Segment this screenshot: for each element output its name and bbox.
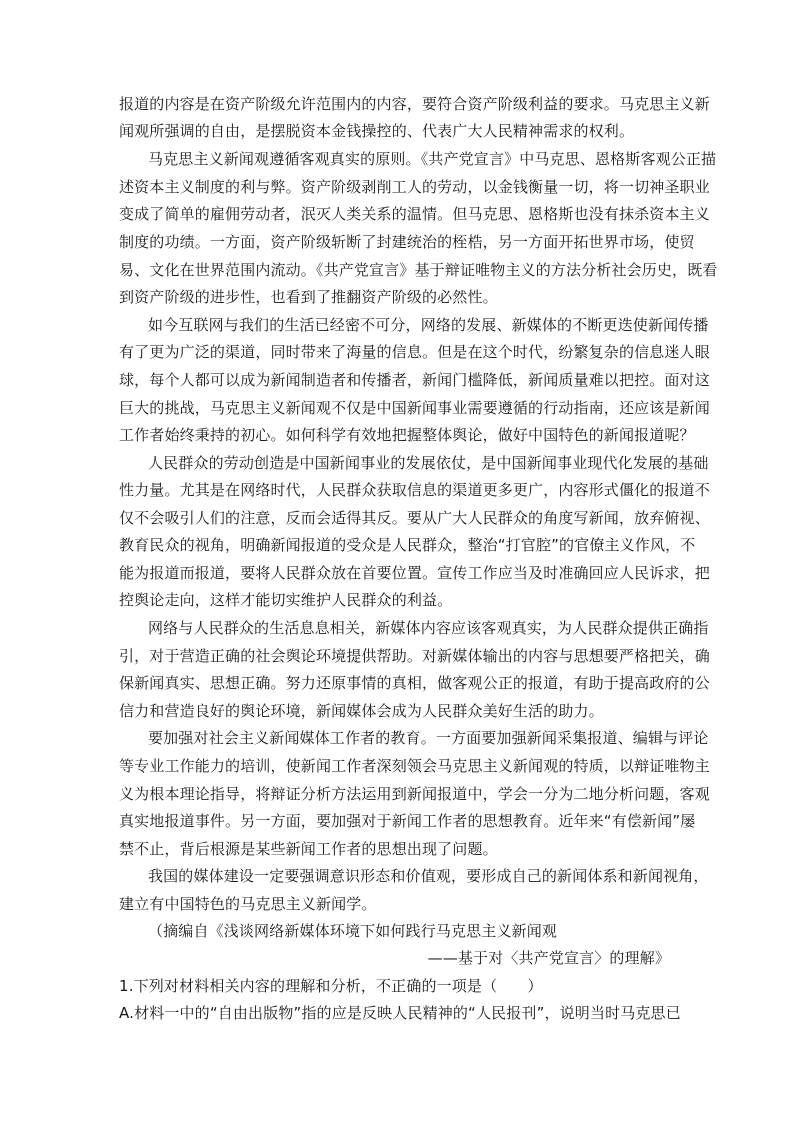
text-line: 述资本主义制度的利与弊。资产阶级剥削工人的劳动，以金钱衡量一切，将一切神圣职业 [119,178,710,196]
text-line: 禁不止，背后根源是某些新闻工作者的思想出现了问题。 [119,840,498,858]
paragraph-start: 网络与人民群众的生活息息相关，新媒体内容应该客观真实，为人民群众提供正确指 [148,619,709,637]
paragraph-start: 如今互联网与我们的生活已经密不可分，网络的发展、新媒体的不断更迭使新闻传播 [148,316,709,334]
text-line: 有了更为广泛的渠道，同时带来了海量的信息。但是在这个时代，纷繁复杂的信息迷人眼 [119,343,710,361]
text-line: 等专业工作能力的培训，使新闻工作者深刻领会马克思主义新闻观的特质，以辩证唯物主 [119,757,710,775]
text-line: 仅不会吸引人们的注意，反而会适得其反。要从广大人民群众的角度写新闻，放弃俯视、 [119,509,710,527]
text-line: 制度的功绩。一方面，资产阶级斩断了封建统治的桎梏，另一方面开拓世界市场，使贸 [119,233,695,251]
question-stem: 1.下列对材料相关内容的理解和分析，不正确的一项是（ ） [119,977,543,995]
text-line: 建立有中国特色的马克思主义新闻学。 [119,895,377,913]
answer-option-a: A.材料一中的“自由出版物”指的应是反映人民精神的“人民报刊”，说明当时马克思已 [119,1004,681,1022]
text-line: 性力量。尤其是在网络时代，人民群众获取信息的渠道更多更广，内容形式僵化的报道不 [119,481,710,499]
source-subtitle: ——基于对〈共产党宣言〉的理解》 [427,949,670,967]
text-line: 易、文化在世界范围内流动。《共产党宣言》基于辩证唯物主义的方法分析社会历史，既看 [119,261,718,279]
text-line: 变成了简单的雇佣劳动者，泯灭人类关系的温情。但马克思、恩格斯也没有抹杀资本主义 [119,205,710,223]
text-line: 保新闻真实、思想正确。努力还原事情的真相，做客观公正的报道，有助于提高政府的公 [119,674,710,692]
text-line: 控舆论走向，这样才能切实维护人民群众的利益。 [119,591,453,609]
text-line: 闻观所强调的自由，是摆脱资本金钱操控的、代表广大人民精神需求的权利。 [119,122,635,140]
text-line: 工作者始终秉持的初心。如何科学有效地把握整体舆论，做好中国特色的新闻报道呢？ [119,426,695,444]
text-line: 引，对于营造正确的社会舆论环境提供帮助。对新媒体输出的内容与思想要严格把关，确 [119,647,710,665]
text-line: 信力和营造良好的舆论环境，新闻媒体会成为人民群众美好生活的助力。 [119,702,604,720]
text-line: 能为报道而报道，要将人民群众放在首要位置。宣传工作应当及时准确回应人民诉求，把 [119,564,710,582]
paragraph-start: 我国的媒体建设一定要强调意识形态和价值观，要形成自己的新闻体系和新闻视角， [148,867,709,885]
text-line: 义为根本理论指导，将辩证分析方法运用到新闻报道中，学会一分为二地分析问题，客观 [119,785,710,803]
paragraph-start: 要加强对社会主义新闻媒体工作者的教育。一方面要加强新闻采集报道、编辑与评论 [148,729,709,747]
text-line: 教育民众的视角，明确新闻报道的受众是人民群众，整治“打官腔”的官僚主义作风，不 [119,536,696,554]
paragraph-start: 马克思主义新闻观遵循客观真实的原则。《共产党宣言》中马克思、恩格斯客观公正描 [148,150,717,168]
paragraph-start: 人民群众的劳动创造是中国新闻事业的发展依仗，是中国新闻事业现代化发展的基础 [148,454,709,472]
text-line: 球，每个人都可以成为新闻制造者和传播者，新闻门槛降低，新闻质量难以把控。面对这 [119,371,710,389]
text-line: 报道的内容是在资产阶级允许范围内的内容，要符合资产阶级利益的要求。马克思主义新 [119,95,710,113]
text-line: 巨大的挑战，马克思主义新闻观不仅是中国新闻事业需要遵循的行动指南，还应该是新闻 [119,399,710,417]
text-line: 真实地报道事件。另一方面，要加强对于新闻工作者的思想教育。近年来“有偿新闻”屡 [119,812,696,830]
text-line: 到资产阶级的进步性，也看到了推翻资产阶级的必然性。 [119,288,498,306]
source-citation: （摘编自《浅谈网络新媒体环境下如何践行马克思主义新闻观 [148,922,558,940]
